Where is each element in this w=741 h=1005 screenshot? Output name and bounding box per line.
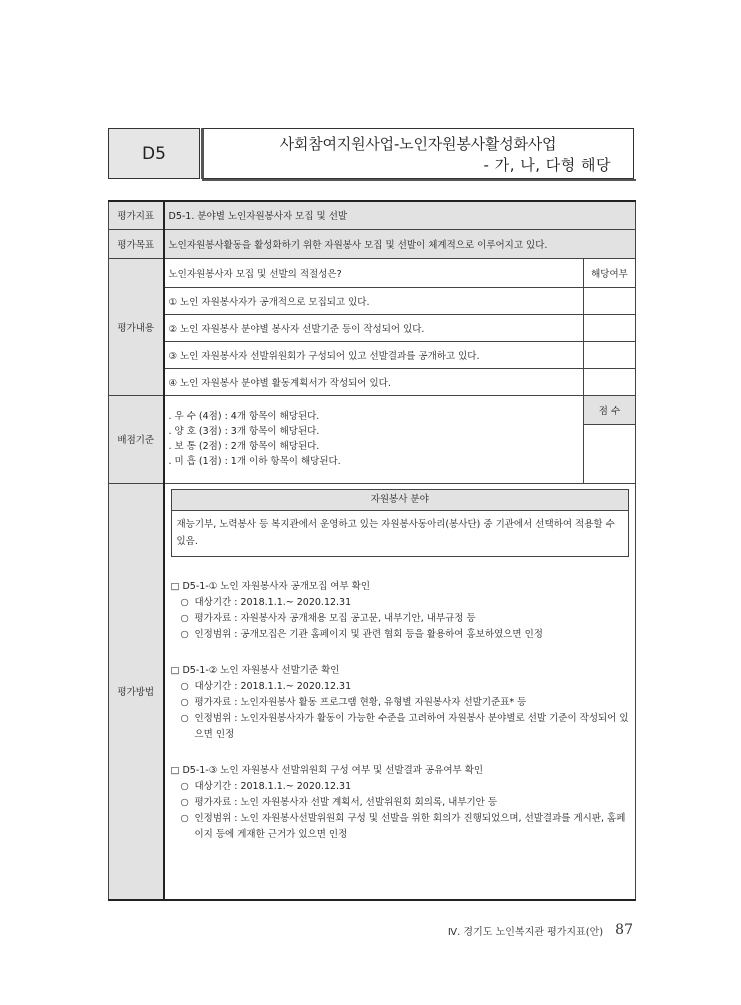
method-section-2 <box>171 663 630 743</box>
section-title: 사회참여지원사업-노인자원봉사활성화사업 <box>279 135 557 153</box>
content-question: 노인자원봉사자 모집 및 선발의 적절성은? <box>164 258 584 287</box>
method-item <box>171 695 630 711</box>
method-item-text: 인정범위 : 공개모집은 기관 홈페이지 및 관련 협회 등을 활용하여 홍보하였으면 인정 <box>194 628 543 640</box>
method-row <box>109 483 636 900</box>
footer-text: Ⅳ. 경기도 노인복지관 평가지표(안) <box>447 926 604 938</box>
score-good: . 양 호 (3점) : 3개 항목이 해당된다. <box>168 426 320 437</box>
evaluation-table <box>108 200 636 901</box>
method-item <box>171 779 630 795</box>
circle-bullet-icon: ○ <box>180 628 189 640</box>
method-item-text: 인정범위 : 노인 자원봉사선발위원회 구성 및 선발을 위한 회의가 진행되었으며, 선발결과를 게시판, 홈페이지 등에 게재한 근거가 있으면 인정 <box>194 812 626 840</box>
content-question-row <box>109 258 636 287</box>
score-value-cell[interactable] <box>583 424 635 483</box>
goal-label: 평가목표 <box>109 229 164 258</box>
score-header: 점 수 <box>583 395 635 424</box>
method-item <box>171 679 630 695</box>
method-section-1 <box>171 579 630 643</box>
volunteer-field-box <box>171 489 630 557</box>
criterion-1: ① 노인 자원봉사자가 공개적으로 모집되고 있다. <box>164 287 584 314</box>
criteria-row <box>109 341 636 368</box>
method-item <box>171 711 630 743</box>
method-item-text: 대상기간 : 2018.1.1.~ 2020.12.31 <box>194 780 352 792</box>
method-section-title: □ D5-1-① 노인 자원봉사자 공개모집 여부 확인 <box>170 580 371 592</box>
method-section-title: □ D5-1-② 노인 자원봉사 선발기준 확인 <box>170 664 340 676</box>
circle-bullet-icon: ○ <box>180 596 189 608</box>
circle-bullet-icon: ○ <box>180 812 189 824</box>
goal-row <box>109 229 636 258</box>
goal-value: 노인자원봉사활동을 활성화하기 위한 자원봉사 모집 및 선발이 체계적으로 이루어지고 있다. <box>164 229 636 258</box>
circle-bullet-icon: ○ <box>180 612 189 624</box>
method-item-text: 평가자료 : 노인자원봉사 활동 프로그램 현황, 유형별 자원봉사자 선발기준표* 등 <box>194 696 527 708</box>
criterion-3: ③ 노인 자원봉사자 선발위원회가 구성되어 있고 선발결과를 공개하고 있다. <box>164 341 584 368</box>
method-item <box>171 627 630 643</box>
method-item-text: 대상기간 : 2018.1.1.~ 2020.12.31 <box>194 596 352 608</box>
circle-bullet-icon: ○ <box>180 680 189 692</box>
method-item-text: 평가자료 : 노인 자원봉사자 선발 계획서, 선발위원회 회의록, 내부기안 등 <box>194 796 498 808</box>
method-item <box>171 595 630 611</box>
score-row <box>109 395 636 424</box>
method-section-3 <box>171 763 630 843</box>
criterion-2: ② 노인 자원봉사 분야별 봉사자 선발기준 등이 작성되어 있다. <box>164 314 584 341</box>
criterion-4: ④ 노인 자원봉사 분야별 활동계획서가 작성되어 있다. <box>164 368 584 395</box>
content-label: 평가내용 <box>109 258 164 395</box>
volunteer-field-title: 자원봉사 분야 <box>172 490 629 511</box>
method-label: 평가방법 <box>109 483 164 900</box>
criterion-1-check[interactable] <box>583 287 635 314</box>
circle-bullet-icon: ○ <box>180 796 189 808</box>
score-list <box>164 395 584 483</box>
section-code: D5 <box>108 128 200 179</box>
indicator-label: 평가지표 <box>109 201 164 229</box>
page-footer <box>448 922 633 938</box>
circle-bullet-icon: ○ <box>180 696 189 708</box>
score-average: . 보 통 (2점) : 2개 항목이 해당된다. <box>168 441 320 452</box>
criterion-2-check[interactable] <box>583 314 635 341</box>
circle-bullet-icon: ○ <box>180 780 189 792</box>
method-item-text: 평가자료 : 자원봉사자 공개채용 모집 공고문, 내부기안, 내부규정 등 <box>194 612 476 624</box>
criteria-row <box>109 287 636 314</box>
criterion-4-check[interactable] <box>583 368 635 395</box>
section-subtitle: - 가, 나, 다형 해당 <box>483 156 611 174</box>
page-number: 87 <box>615 922 633 938</box>
volunteer-field-body: 재능기부, 노력봉사 등 복지관에서 운영하고 있는 자원봉사동아리(봉사단) 중 기관에서 선택하여 적용할 수 있음. <box>176 518 615 547</box>
method-content <box>164 483 636 900</box>
section-title-box <box>203 128 634 179</box>
method-item <box>171 611 630 627</box>
method-item-text: 인정범위 : 노인자원봉사자가 활동이 가능한 수준을 고려하여 자원봉사 분야별로 선발 기준이 작성되어 있으면 인정 <box>194 712 629 740</box>
content-yes-header: 해당여부 <box>583 258 635 287</box>
criterion-3-check[interactable] <box>583 341 635 368</box>
score-label: 배점기준 <box>109 395 164 483</box>
circle-bullet-icon: ○ <box>180 712 189 724</box>
method-section-title: □ D5-1-③ 노인 자원봉사 선발위원회 구성 여부 및 선발결과 공유여부 확인 <box>170 764 484 776</box>
method-item <box>171 811 630 843</box>
method-item-text: 대상기간 : 2018.1.1.~ 2020.12.31 <box>194 680 352 692</box>
indicator-row <box>109 201 636 229</box>
score-poor: . 미 흡 (1점) : 1개 이하 항목이 해당된다. <box>168 456 341 467</box>
method-item <box>171 795 630 811</box>
score-excellent: . 우 수 (4점) : 4개 항목이 해당된다. <box>168 411 320 422</box>
indicator-value: D5-1. 분야별 노인자원봉사자 모집 및 선발 <box>164 201 636 229</box>
criteria-row <box>109 368 636 395</box>
criteria-row <box>109 314 636 341</box>
